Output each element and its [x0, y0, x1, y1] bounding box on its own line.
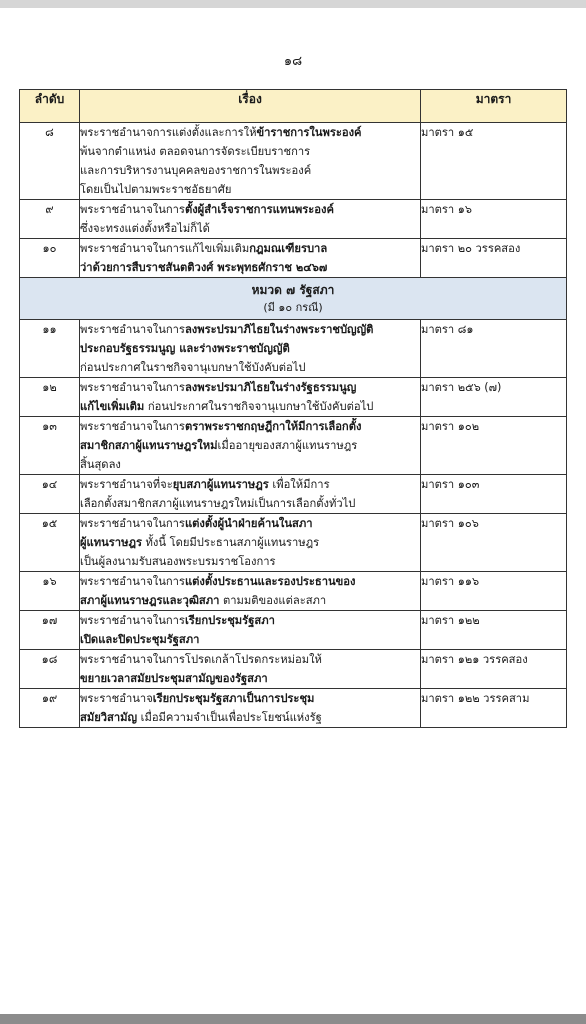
section-header-cell: [20, 278, 567, 320]
plain-text: พระราชอำนาจ: [80, 692, 153, 705]
row-section: มาตรา ๑๐๒: [421, 417, 567, 475]
row-number: ๑๐: [20, 239, 80, 278]
plain-text: พระราชอำนาจในการแก้ไขเพิ่มเติม: [80, 242, 250, 255]
description-line: [80, 455, 420, 474]
header-subject: เรื่อง: [80, 90, 421, 123]
row-section: มาตรา ๑๒๑ วรรคสอง: [421, 650, 567, 689]
row-number: ๑๔: [20, 475, 80, 514]
row-number: ๑๙: [20, 689, 80, 728]
row-section: มาตรา ๑๕: [421, 123, 567, 200]
description-line: [80, 123, 420, 142]
plain-text: โดยเป็นไปตามพระราชอัธยาศัย: [80, 183, 232, 196]
emphasis-text: ว่าด้วยการสืบราชสันตติวงศ์ พระพุทธศักราช ๒๔๖๗: [80, 261, 328, 274]
description-line: [80, 436, 420, 455]
description-line: [80, 591, 420, 610]
description-line: [80, 397, 420, 416]
plain-text: พระราชอำนาจในการ: [80, 381, 185, 394]
description-line: [80, 514, 420, 533]
section-title: หมวด ๗ รัฐสภา: [251, 283, 335, 297]
description-line: [80, 358, 420, 377]
row-description: [80, 200, 421, 239]
section-header-row: [20, 278, 567, 320]
row-number: ๑๓: [20, 417, 80, 475]
plain-text: พระราชอำนาจในการ: [80, 614, 185, 627]
table-row: [20, 320, 567, 378]
plain-text: พระราชอำนาจในการ: [80, 517, 185, 530]
emphasis-text: เรียกประชุมรัฐสภาเป็นการประชุม: [152, 692, 315, 705]
description-line: [80, 669, 420, 688]
description-line: [80, 417, 420, 436]
plain-text: พ้นจากตำแหน่ง ตลอดจนการจัดระเบียบราชการ: [80, 145, 311, 158]
emphasis-text: ลงพระปรมาภิไธยในร่างพระราชบัญญัติ: [184, 323, 374, 336]
description-line: [80, 320, 420, 339]
table-row: [20, 378, 567, 417]
section-block: [20, 278, 567, 320]
emphasis-text: เปิดและปิดประชุมรัฐสภา: [80, 633, 200, 646]
description-line: [80, 689, 420, 708]
row-section: มาตรา ๒๐ วรรคสอง: [421, 239, 567, 278]
description-line: [80, 650, 420, 669]
rows-after-section: [20, 320, 567, 728]
description-line: [80, 611, 420, 630]
plain-text: พระราชอำนาจในการ: [80, 203, 185, 216]
row-section: มาตรา ๑๑๖: [421, 572, 567, 611]
description-line: [80, 552, 420, 571]
emphasis-text: ลงพระปรมาภิไธยในร่างรัฐธรรมนูญ: [184, 381, 357, 394]
table-row: [20, 689, 567, 728]
row-description: [80, 572, 421, 611]
emphasis-text: เรียกประชุมรัฐสภา: [184, 614, 275, 627]
plain-text: ก่อนประกาศในราชกิจจานุเบกษาใช้บังคับต่อไป: [144, 400, 374, 413]
row-number: ๑๖: [20, 572, 80, 611]
row-description: [80, 123, 421, 200]
row-description: [80, 378, 421, 417]
description-line: [80, 494, 420, 513]
description-line: [80, 630, 420, 649]
row-description: [80, 514, 421, 572]
emphasis-text: ข้าราชการในพระองค์: [256, 126, 362, 139]
top-bar: [0, 0, 586, 8]
table-row: [20, 611, 567, 650]
plain-text: และการบริหารงานบุคคลของราชการในพระองค์: [80, 164, 312, 177]
plain-text: พระราชอำนาจในการ: [80, 323, 185, 336]
plain-text: ทั้งนี้ โดยมีประธานสภาผู้แทนราษฎร: [141, 536, 320, 549]
row-description: [80, 417, 421, 475]
table-header-row: [20, 90, 567, 123]
plain-text: พระราชอำนาจในการ: [80, 575, 185, 588]
table-row: [20, 417, 567, 475]
row-number: ๘: [20, 123, 80, 200]
section-subtitle: (มี ๑๐ กรณี): [263, 301, 323, 314]
row-number: ๑๑: [20, 320, 80, 378]
plain-text: ก่อนประกาศในราชกิจจานุเบกษาใช้บังคับต่อไป: [80, 361, 306, 374]
plain-text: ตามมติของแต่ละสภา: [219, 594, 327, 607]
plain-text: เลือกตั้งสมาชิกสภาผู้แทนราษฎรใหม่เป็นการเลือกตั้งทั่วไป: [80, 497, 356, 510]
description-line: [80, 239, 420, 258]
header-section: มาตรา: [421, 90, 567, 123]
prerogatives-table: [19, 89, 567, 728]
row-number: ๑๗: [20, 611, 80, 650]
row-description: [80, 611, 421, 650]
row-number: ๑๒: [20, 378, 80, 417]
description-line: [80, 161, 420, 180]
emphasis-text: แต่งตั้งประธานและรองประธานของ: [184, 575, 356, 588]
description-line: [80, 258, 420, 277]
plain-text: พระราชอำนาจการแต่งตั้งและการให้: [80, 126, 257, 139]
plain-text: เมื่ออายุของสภาผู้แทนราษฎร: [217, 439, 358, 452]
description-line: [80, 533, 420, 552]
emphasis-text: ผู้แทนราษฎร: [80, 536, 142, 549]
emphasis-text: ตราพระราชกฤษฎีกาให้มีการเลือกตั้ง: [184, 420, 362, 433]
row-section: มาตรา ๑๖: [421, 200, 567, 239]
description-line: [80, 339, 420, 358]
table-row: [20, 650, 567, 689]
description-line: [80, 142, 420, 161]
description-line: [80, 378, 420, 397]
row-description: [80, 320, 421, 378]
row-section: มาตรา ๒๕๖ (๗): [421, 378, 567, 417]
plain-text: เมื่อมีความจำเป็นเพื่อประโยชน์แห่งรัฐ: [137, 711, 322, 724]
row-section: มาตรา ๑๒๒ วรรคสาม: [421, 689, 567, 728]
table-row: [20, 475, 567, 514]
plain-text: เพื่อให้มีการ: [268, 478, 330, 491]
emphasis-text: กฎมณเฑียรบาล: [249, 242, 328, 255]
row-description: [80, 239, 421, 278]
header-number: ลำดับ: [20, 90, 80, 123]
row-description: [80, 650, 421, 689]
row-description: [80, 689, 421, 728]
table-row: [20, 123, 567, 200]
description-line: [80, 180, 420, 199]
emphasis-text: ตั้งผู้สำเร็จราชการแทนพระองค์: [184, 203, 334, 216]
emphasis-text: ประกอบรัฐธรรมนูญ และร่างพระราชบัญญัติ: [80, 342, 290, 355]
table-row: [20, 239, 567, 278]
plain-text: สิ้นสุดลง: [80, 458, 121, 471]
row-section: มาตรา ๑๐๖: [421, 514, 567, 572]
plain-text: พระราชอำนาจในการ: [80, 420, 185, 433]
table-row: [20, 514, 567, 572]
rows-before-section: [20, 123, 567, 278]
plain-text: พระราชอำนาจที่จะ: [80, 478, 173, 491]
page-number: ๑๘: [283, 54, 303, 69]
bottom-bar: [0, 1014, 586, 1024]
table-row: [20, 200, 567, 239]
description-line: [80, 200, 420, 219]
emphasis-text: สมาชิกสภาผู้แทนราษฎรใหม่: [80, 439, 218, 452]
plain-text: เป็นผู้ลงนามรับสนองพระบรมราชโองการ: [80, 555, 276, 568]
emphasis-text: สมัยวิสามัญ: [80, 711, 138, 724]
emphasis-text: ขยายเวลาสมัยประชุมสามัญของรัฐสภา: [80, 672, 268, 685]
emphasis-text: ยุบสภาผู้แทนราษฎร: [172, 478, 269, 491]
emphasis-text: แต่งตั้งผู้นำฝ่ายค้านในสภา: [184, 517, 313, 530]
row-section: มาตรา ๘๑: [421, 320, 567, 378]
row-description: [80, 475, 421, 514]
row-section: มาตรา ๑๐๓: [421, 475, 567, 514]
plain-text: พระราชอำนาจในการโปรดเกล้าโปรดกระหม่อมให้: [80, 653, 322, 666]
row-section: มาตรา ๑๒๒: [421, 611, 567, 650]
emphasis-text: แก้ไขเพิ่มเติม: [80, 400, 145, 413]
emphasis-text: สภาผู้แทนราษฎรและวุฒิสภา: [80, 594, 220, 607]
table-row: [20, 572, 567, 611]
description-line: [80, 219, 420, 238]
description-line: [80, 572, 420, 591]
row-number: ๙: [20, 200, 80, 239]
row-number: ๑๕: [20, 514, 80, 572]
row-number: ๑๘: [20, 650, 80, 689]
description-line: [80, 708, 420, 727]
plain-text: ซึ่งจะทรงแต่งตั้งหรือไม่ก็ได้: [80, 222, 210, 235]
description-line: [80, 475, 420, 494]
